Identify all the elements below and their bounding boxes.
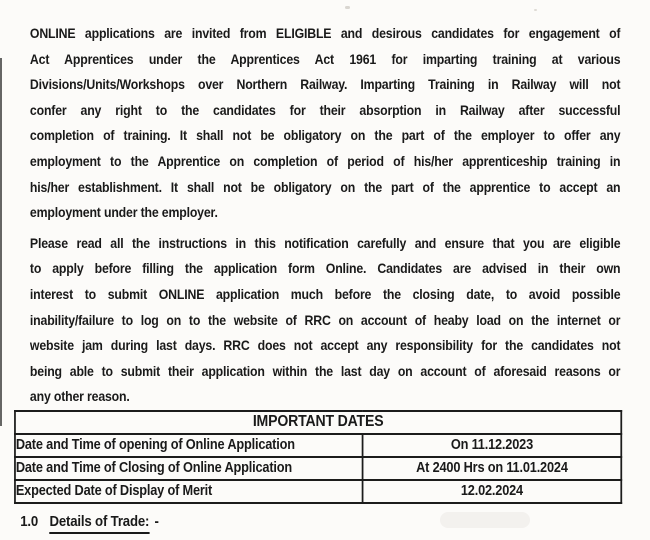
table-header-row xyxy=(15,411,621,434)
section-heading xyxy=(20,512,620,534)
instructions-paragraph xyxy=(30,231,620,410)
date-label-cell: Expected Date of Display of Merit xyxy=(15,480,363,503)
paragraph-line: website jam during last days. RRC does not accept any responsibility for the candidates not xyxy=(29,337,621,354)
important-dates-table xyxy=(14,410,622,504)
table-row xyxy=(15,457,621,480)
table-row xyxy=(15,434,621,457)
date-label-cell: Date and Time of opening of Online Application xyxy=(15,434,363,457)
section-suffix: - xyxy=(154,512,159,530)
intro-paragraph xyxy=(30,21,620,226)
paragraph-line: inability/failure to log on to the website of RRC on account of heaby load on the internet or xyxy=(29,311,621,328)
table-title: IMPORTANT DATES xyxy=(15,411,621,434)
paragraph-line: to apply before filling the application form Online. Candidates are advised in their own xyxy=(29,260,621,277)
paragraph-line: employment under the employer. xyxy=(29,204,218,221)
paragraph-line: Please read all the instructions in this notification carefully and ensure that you are eligible xyxy=(29,234,621,251)
paragraph-line: Act Apprentices under the Apprentices Act 1961 for imparting training at various xyxy=(29,50,621,67)
date-label-cell: Date and Time of Closing of Online Application xyxy=(15,457,363,480)
paragraph-line: his/her establishment. It shall not be obligatory on the part of the apprentice to accept an xyxy=(29,178,621,195)
section-title: Details of Trade: xyxy=(50,512,150,534)
date-value-cell: At 2400 Hrs on 11.01.2024 xyxy=(363,457,622,480)
table-row xyxy=(15,480,621,503)
paragraph-line: any other reason. xyxy=(29,388,130,405)
paragraph-line: Divisions/Units/Workshops over Northern Railway. Imparting Training in Railway will not xyxy=(29,76,621,93)
paragraph-line: being able to submit their application within the last day on account of aforesaid reasons or xyxy=(29,362,621,379)
document-content xyxy=(0,21,650,534)
paragraph-line: confer any right to the candidates for their absorption in Railway after successful xyxy=(29,101,621,118)
date-value-cell: 12.02.2024 xyxy=(363,480,622,503)
paragraph-line: ONLINE applications are invited from ELIGIBLE and desirous candidates for engagement of xyxy=(29,25,621,41)
paragraph-line: completion of training. It shall not be obligatory on the part of the employer to offer any xyxy=(29,127,621,144)
date-value-cell: On 11.12.2023 xyxy=(363,434,622,457)
paragraph-line: interest to submit ONLINE application much before the closing date, to avoid possible xyxy=(29,285,621,302)
section-number: 1.0 xyxy=(20,512,39,530)
paragraph-line: employment to the Apprentice on completion of period of his/her apprenticeship training in xyxy=(29,152,621,169)
